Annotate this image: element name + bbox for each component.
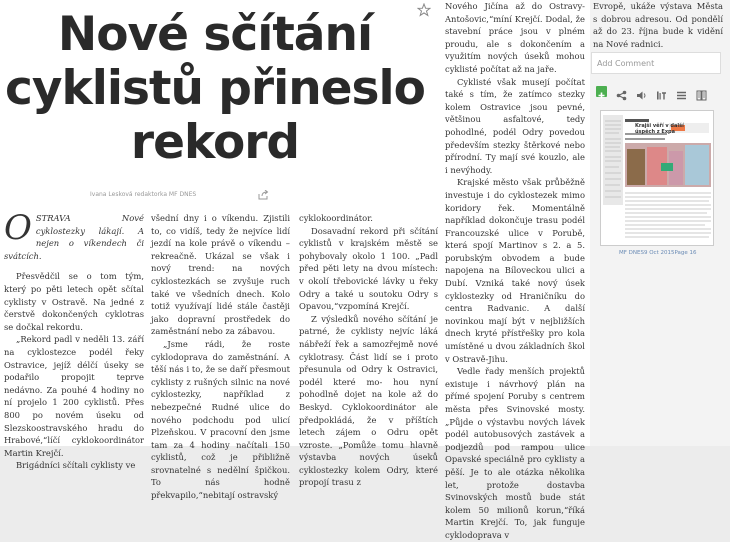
byline [90,187,390,203]
toolbar [596,84,722,100]
thumbnail-headline: Krajši věří v další úspěch z Expa [635,123,684,135]
paragraph: Krajské město však průběžně investuje i do cyklostezek mimo koridory řek. Momentálně například dokončuje trasu podél Francouzské ulice v Porubě, která spojí Martinov s 2. a 5. porubským obvodem a bude napojena na Bíloveckou ulici a Dubí. Vzniká také nový úsek cyklostezky od Hraničníku do centra Radvanic. A další novinkou mají být v nejbližších dnech kryté přístřešky pro kola umístěné u dvou základních škol v Ostravě-Jihu. [445,177,585,364]
headline: Nové sčítání cyklistů přineslo rekord [5,7,425,170]
add-comment-input[interactable]: Add Comment [591,52,721,74]
paragraph: Vedle řady menších projektů existuje i návrhový plán na přímé spojení Poruby s centrem města přes Svinovské mosty. „Půjde o výstavbu nových lávek podél autobusových zastávek a podjezdů pod rampou ulice Opavské speciálně pro cyklisty a pěší. Je to ale otázka několika let, protože dostavba Svinovských mostů bude stát kolem 50 milionů korun,“říká Martin Krejčí. To, jak funguje cyklodoprava v [445,366,585,540]
page-thumbnail[interactable] [600,110,714,246]
paragraph: „Jsme rádi, že roste cyklodoprava do zaměstnání. A těší nás i to, že se daří přesmout cyklisty z rušných silnic na nové cyklostezky, například z nebezpečné Rudné ulice do nového podchodu pod ulicí Plzeňskou. V pracovní den jsme tam za 4 hodiny načítali 150 cyklistů, což je přibližně srovnatelné s nedělní špičkou. To nás hodně překvapilo,“nebitají ostravský [151,338,290,501]
paragraph: Přesvědčil se o tom tým, který po pěti letech opět sčítal cyklisty v Ostravě. Na jedné z čerstvě dokončených cyklotras se dočkal rekordu. [4,271,144,332]
paragraph: Cyklisté však musejí počítat také s tím, že zatímco stezky kolem Ostravice jsou pevné, většinou asfaltové, tedy pohodlné, podél Odry povedou především stezky štěrkové nebo přírodní. Ty mají své kouzlo, ale i nevýhody. [445,76,585,175]
paragraph: Evropě, ukáže výstava Města s dobrou adresou. Od pondělí až do 23. října bude k vidění na Nové radnici. [593,1,723,49]
article-column-4 [445,0,585,542]
paragraph: všední dny i o víkendu. Zjistili to, co vidíš, tedy že nejvíce lidí jezdí na kole právě o víkendu – rekreačně. Ukázal se však i nový trend: na nových cyklostezkách se zvyšuje ruch také ve všedních dnech. Kolo totiž využívají lidé stále častěji jako dopravní prostředek do zaměstnání nebo za zábavou. [151,213,290,337]
menu-icon[interactable] [676,86,687,97]
paragraph: „Rekord padl v neděli 13. září na cyklostezce podél řeky Ostravice, jejíž délčí úseky se podařilo propojit teprve nedávno. Za pouhé 4 hodiny no ní projelo 1 200 cyklistů. Přes 800 po novém úseku od Slezskoostravského hradu do Hrabové,“líčí cyklokoordinátor Martin Krejčí. [4,334,144,458]
paragraph: cyklokoordinátor. [299,213,373,223]
add-icon[interactable] [596,86,607,97]
drop-cap: O [4,208,32,248]
author-text: Ivana Lesková redaktorka MF DNES [90,191,197,198]
share-icon[interactable] [616,86,627,97]
text-size-icon[interactable] [656,86,667,97]
thumbnail-caption[interactable]: MF DNES9 Oct 2015Page 16 [619,250,697,256]
lead-text: STRAVA Nové cyklostezky lákají. A nejen o víkendech či svátcích. [4,213,144,261]
article-column-2 [151,212,290,502]
paragraph: Dosavadní rekord při sčítání cyklistů v krajském městě se pohybovaly okolo 1 100. „Padl před pěti lety na dvou místech: v okolí třebovické lávky u řeky Odry a také u soutoku Odry s Opavou,“vzpomíná Krejčí. [299,225,438,312]
paragraph: Z výsledků nového sčítání je patrné, že cyklisty nejvíc láká nábřeží řek a samozřejmě nové cyklotrasy. Část lidí se i proto přesunula od Odry k Ostravici, podél které mo- hou nyní pohodlně dojet na kole až do Beskyd. Cyklokoordinátor ale předpokládá, že v příštích letech zájem o Odru opět vzroste. „Pomůže tomu hlavně výstavba nových úseků cyklostezky kolem Odry, které propojí trasu z [299,313,438,488]
article-column-5 [593,0,723,50]
paragraph: Nového Jičína až do Ostravy-Antošovic,“míní Krejčí. Dodal, že stavební práce jsou v plném proudu, ale s dokončením a využitím nových úseků mohou cyklisté počítat až na jaře. [445,1,585,74]
share-icon[interactable] [258,190,269,200]
star-icon[interactable] [417,2,431,16]
columns-icon[interactable] [696,86,707,97]
speaker-icon[interactable] [636,86,647,97]
article-column-1 [4,208,144,472]
article-column-3 [299,212,438,489]
paragraph: Brigádníci sčítali cyklisty ve [16,460,136,471]
